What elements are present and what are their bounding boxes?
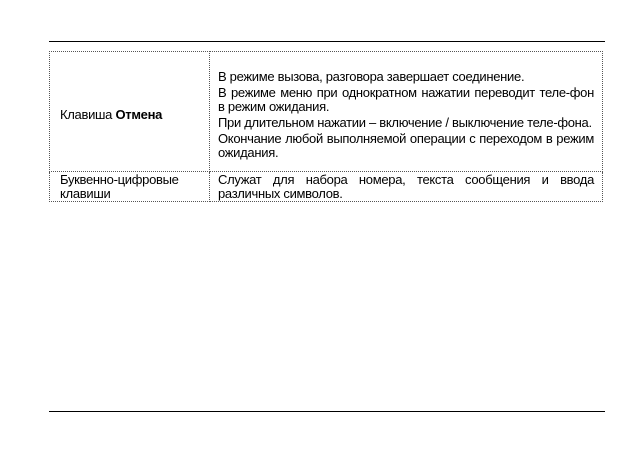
table-row	[50, 52, 603, 172]
key-label: Клавиша Отмена	[60, 106, 163, 122]
description-line: При длительном нажатии – включение / выключение теле-фона.	[218, 114, 592, 130]
key-cell	[50, 172, 210, 202]
header-rule	[49, 41, 605, 42]
description-cell	[210, 172, 603, 202]
key-label: Буквенно-цифровые клавиши	[60, 172, 179, 201]
description-line: Окончание любой выполняемой операции с переходом в режим ожидания.	[218, 130, 594, 160]
description-line: В режиме вызова, разговора завершает соединение.	[218, 68, 525, 84]
key-cell	[50, 52, 210, 172]
description-line: Служат для набора номера, текста сообщения и ввода различных символов.	[218, 172, 594, 201]
key-name-bold: Отмена	[115, 106, 163, 122]
footer-rule	[49, 411, 605, 412]
description-line: В режиме меню при однократном нажатии переводит теле-фон в режим ожидания.	[218, 84, 594, 114]
key-description-table	[49, 51, 603, 202]
table-row	[50, 172, 603, 202]
description-cell	[210, 52, 603, 172]
